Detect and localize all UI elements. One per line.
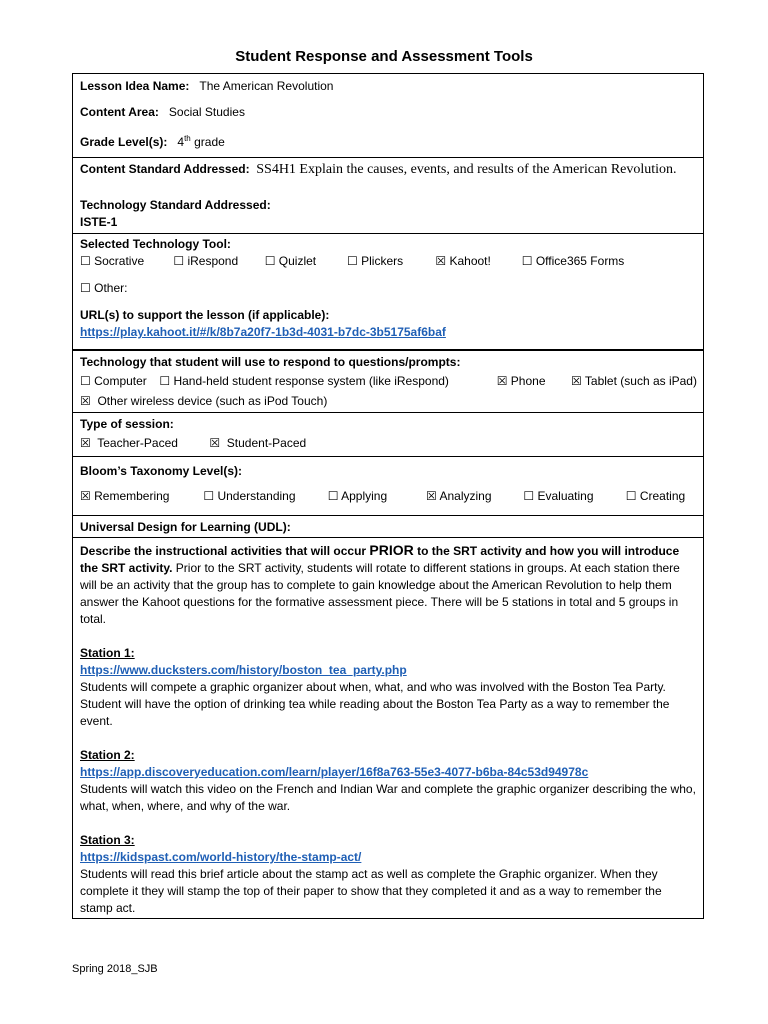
bloom-options xyxy=(80,488,696,505)
session-label: Type of session: xyxy=(80,417,174,431)
page-title: Student Response and Assessment Tools xyxy=(235,48,533,65)
prior-question: Describe the instructional activities that will occur PRIOR to the SRT activity and how you will introduce the SRT activity. xyxy=(80,542,680,575)
udl-section xyxy=(73,516,703,538)
content-standard-label: Content Standard Addressed: xyxy=(80,162,250,176)
lesson-name-value: The American Revolution xyxy=(199,79,334,93)
session-section xyxy=(73,413,703,457)
tool-options xyxy=(80,253,696,270)
prior-answer: Prior to the SRT activity, students will rotate to different stations in groups. At each station there will be an activity that the group has to complete to gain knowledge about the American Revolution to help them answer the Kahoot questions for the formative assessment piece. There will be 5 stations in total and 5 groups in total. xyxy=(80,561,680,626)
session-option-teacher-paced[interactable]: ☒ Teacher-Paced xyxy=(80,436,178,450)
bloom-option-applying[interactable]: ☐ Applying xyxy=(327,489,388,503)
respond-option-other[interactable]: ☒ Other wireless device (such as iPod Touch) xyxy=(80,394,328,408)
content-area-label: Content Area: xyxy=(80,105,159,119)
station-1-link[interactable]: https://www.ducksters.com/history/boston_tea_party.php xyxy=(80,663,407,677)
tool-label: Selected Technology Tool: xyxy=(80,237,231,251)
respond-options xyxy=(80,373,696,390)
station-3-link[interactable]: https://kidspast.com/world-history/the-stamp-act/ xyxy=(80,850,362,864)
bloom-section xyxy=(73,457,703,516)
station-1-text: Students will compete a graphic organizer about when, what, and who was involved with the Boston Tea Party. Student will have the option of drinking tea while reading about the Boston Tea Party as a way to remember the event. xyxy=(80,680,670,728)
tech-standard-value: ISTE-1 xyxy=(80,215,118,229)
tool-option-office365[interactable]: ☐ Office365 Forms xyxy=(521,254,625,268)
respond-option-phone[interactable]: ☒ Phone xyxy=(496,374,546,388)
bloom-option-analyzing[interactable]: ☒ Analyzing xyxy=(426,489,492,503)
udl-label: Universal Design for Learning (UDL): xyxy=(80,520,291,534)
lesson-section xyxy=(73,74,703,158)
lesson-name-label: Lesson Idea Name: xyxy=(80,79,190,93)
prior-paragraph xyxy=(80,542,696,628)
session-options xyxy=(80,435,696,452)
respond-option-computer[interactable]: ☐ Computer xyxy=(80,374,147,388)
tool-option-quizlet[interactable]: ☐ Quizlet xyxy=(264,254,317,268)
content-standard-value: SS4H1 Explain the causes, events, and results of the American Revolution. xyxy=(256,162,677,177)
content-area-value: Social Studies xyxy=(168,105,245,119)
tool-option-other[interactable]: ☐ Other: xyxy=(80,281,128,295)
prior-section xyxy=(73,538,703,918)
kahoot-url-link[interactable]: https://play.kahoot.it/#/k/8b7a20f7-1b3d-4031-b7dc-3b5175af6baf xyxy=(80,325,446,339)
url-label: URL(s) to support the lesson (if applicable): xyxy=(80,308,330,322)
tool-option-plickers[interactable]: ☐ Plickers xyxy=(347,254,404,268)
tool-option-kahoot[interactable]: ☒ Kahoot! xyxy=(435,254,491,268)
station-2-text: Students will watch this video on the French and Indian War and complete the graphic organizer describing the who, what, when, where, and why of the war. xyxy=(80,782,696,813)
respond-option-tablet[interactable]: ☒ Tablet (such as iPad) xyxy=(571,374,697,388)
station-2-title: Station 2: xyxy=(80,748,135,762)
station-3-text: Students will read this brief article about the stamp act as well as complete the Graphic organizer. When they complete it they will stamp the top of their paper to show that they completed it and as a way to remember the stamp act. xyxy=(80,867,662,915)
tool-section xyxy=(73,234,703,351)
station-1-title: Station 1: xyxy=(80,646,135,660)
bloom-option-remembering[interactable]: ☒ Remembering xyxy=(80,489,170,503)
tool-option-socrative[interactable]: ☐ Socrative xyxy=(80,254,145,268)
assessment-form xyxy=(72,73,704,919)
grade-level-value: 4th grade xyxy=(177,134,225,149)
footer-text: Spring 2018_SJB xyxy=(72,963,158,975)
bloom-option-evaluating[interactable]: ☐ Evaluating xyxy=(523,489,594,503)
respond-label: Technology that student will use to respond to questions/prompts: xyxy=(80,355,461,369)
respond-section xyxy=(73,351,703,413)
station-3-title: Station 3: xyxy=(80,833,135,847)
tool-option-irespond[interactable]: ☐ iRespond xyxy=(173,254,239,268)
bloom-option-understanding[interactable]: ☐ Understanding xyxy=(203,489,296,503)
bloom-option-creating[interactable]: ☐ Creating xyxy=(625,489,686,503)
standards-section xyxy=(73,158,703,234)
session-option-student-paced[interactable]: ☒ Student-Paced xyxy=(209,436,307,450)
grade-level-label: Grade Level(s): xyxy=(80,135,168,149)
tech-standard-label: Technology Standard Addressed: xyxy=(80,198,271,212)
station-2-link[interactable]: https://app.discoveryeducation.com/learn/player/16f8a763-55e3-4077-b6ba-84c53d94978c xyxy=(80,765,589,779)
bloom-label: Bloom’s Taxonomy Level(s): xyxy=(80,464,243,478)
respond-option-handheld[interactable]: ☐ Hand-held student response system (like iRespond) xyxy=(159,374,449,388)
